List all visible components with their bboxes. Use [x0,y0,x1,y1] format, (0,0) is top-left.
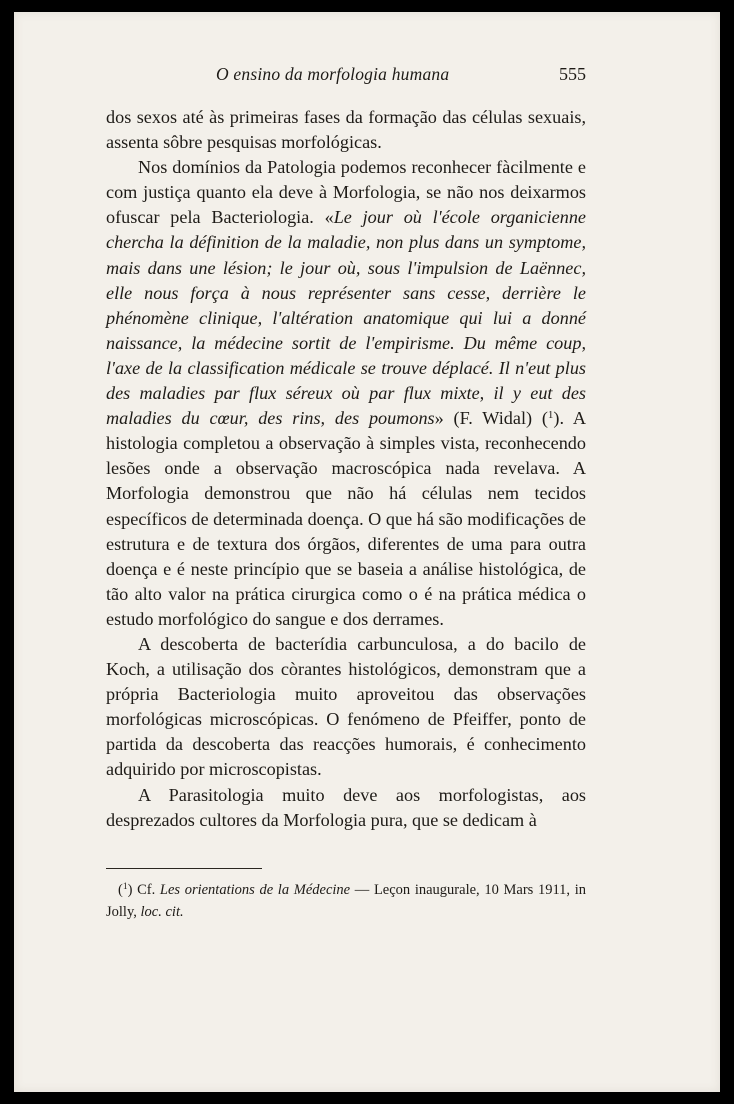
footnote-reference-close: ). [553,408,565,429]
footnote-prefix: ) Cf. [127,882,160,898]
widal-citation: » (F. Widal) ( [434,408,548,429]
paragraph-3: A descoberta de bacterídia carbunculosa, a do bacilo de Koch, a utilisação dos còrantes histológicos, demonstram que a própria Bacteriologia muito aproveitou das observações morfológicas microscópicas. O fenómeno de Pfeiffer, ponto de partida da descoberta das reacções humorais, é conhecimento adquirido por microscopistas. [106,633,586,780]
footnote-reference: 1 [547,409,554,422]
widal-quotation: Le jour où l'école organicienne chercha la définition de la maladie, non plus dans un symptome, mais dans une lésion; le jour où, sous l'impulsion de Laënnec, elle nous força à nous représenter sans cesse, derrière le phénomène clinique, l'altération anatomique qui lui a donné naissance, la médecine sortit de l'empirisme. Du même coup, l'axe de la classification médicale se trouve déplacé. Il n'eut plus des maladies par flux séreux où par flux mixte, il y eut des maladies du cœur, des rins, des poumons [106,207,586,429]
footnote-loc-cit: loc. cit. [140,904,184,920]
page-number: 555 [559,64,586,84]
paragraph-2 [106,155,586,632]
paragraph-4: A Parasitologia muito deve aos morfologistas, aos desprezados cultores da Morfologia pura, que se dedicam à [106,784,586,830]
page-header [106,62,586,88]
body-text [106,105,586,833]
paragraph-1: dos sexos até às primeiras fases da formação das células sexuais, assenta sôbre pesquisas morfológicas. [106,107,586,153]
running-title: O ensino da morfologia humana [216,64,450,84]
footnote-1: ($^1$) Cf. Les orientations de la Médecine — Leçon inaugurale, 10 Mars 1911, in Jolly, loc. cit. [106,882,586,920]
footnote-divider [106,868,262,869]
footnote-details: — Leçon inaugurale, 10 Mars 1911, in Jolly, [106,882,586,920]
footnote-marker: 1 [122,882,128,892]
paragraph-2-rest: A histologia completou a observação à simples vista, reconhecendo lesões onde a observação macroscópica nada revelava. A Morfologia demonstrou que não há células nem tecidos específicos de determinada doença. O que há são modificações de estrutura e de textura dos órgãos, diferentes de uma para outra doença e é neste princípio que se baseia a análise histológica, de tão alto valor na prática cirurgica como o é na prática médica o estudo morfológico do sangue e dos derrames. [106,408,586,629]
footnotes [106,879,586,923]
footnote-work-title: Les orientations de la Médecine [159,882,351,898]
paragraph-2-intro: Nos domínios da Patologia podemos reconhecer fàcilmente e com justiça quanto ela deve à Morfologia, se não nos deixarmos ofuscar pela Bacteriologia. « [106,157,586,228]
book-page [14,12,720,1092]
